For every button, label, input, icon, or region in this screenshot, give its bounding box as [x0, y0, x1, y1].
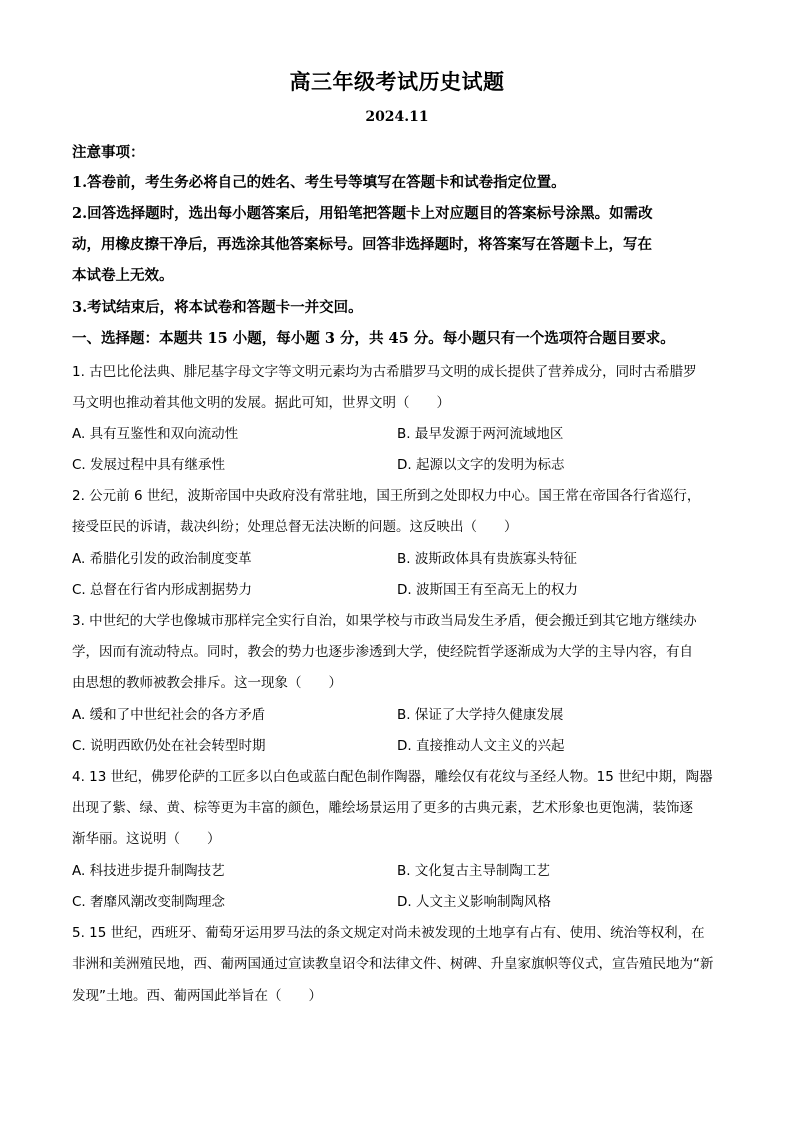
question-5-line: 发现”土地。西、葡两国此举旨在（ ）	[72, 988, 322, 1004]
question-4-line: 渐华丽。这说明（ ）	[72, 831, 221, 847]
question-1-option-b: B. 最早发源于两河流域地区	[397, 426, 564, 442]
question-3-option-c: C. 说明西欧仍处在社会转型时期	[72, 738, 266, 754]
question-5-line: 5. 15 世纪，西班牙、葡萄牙运用罗马法的条文规定对尚未被发现的土地享有占有、使用、统治等权利，在	[72, 925, 705, 941]
question-3-line: 3. 中世纪的大学也像城市那样完全实行自治，如果学校与市政当局发生矛盾，便会搬迁到其它地方继续办	[72, 613, 697, 629]
exam-title: 高三年级考试历史试题	[289, 69, 505, 94]
question-4-option-c: C. 奢靡风潮改变制陶理念	[72, 894, 226, 910]
question-4-line: 出现了紫、绿、黄、棕等更为丰富的颜色，雕绘场景运用了更多的古典元素，艺术形象也更饱满，装饰逐	[72, 800, 693, 816]
question-2-line: 接受臣民的诉请，裁决纠纷；处理总督无法决断的问题。这反映出（ ）	[72, 519, 518, 535]
question-1-option-d: D. 起源以文字的发明为标志	[397, 457, 565, 473]
question-1-line: 1. 古巴比伦法典、腓尼基字母文字等文明元素均为古希腊罗马文明的成长提供了营养成分，同时古希腊罗	[72, 364, 697, 380]
question-4-option-d: D. 人文主义影响制陶风格	[397, 894, 551, 910]
question-4-option-a: A. 科技进步提升制陶技艺	[72, 863, 225, 879]
notice-line: 动，用橡皮擦干净后，再选涂其他答案标号。回答非选择题时，将答案写在答题卡上，写在	[72, 236, 652, 253]
question-5-line: 非洲和美洲殖民地，西、葡两国通过宣读教皇诏令和法律文件、树碑、升皇家旗帜等仪式，宣告殖民地为“新	[72, 956, 714, 972]
question-2-option-b: B. 波斯政体具有贵族寡头特征	[397, 551, 577, 567]
question-1-option-c: C. 发展过程中具有继承性	[72, 457, 226, 473]
question-2-option-a: A. 希腊化引发的政治制度变革	[72, 551, 252, 567]
question-3-line: 学，因而有流动特点。同时，教会的势力也逐步渗透到大学，使经院哲学逐渐成为大学的主导内容，有自	[72, 644, 693, 660]
question-2-line: 2. 公元前 6 世纪，波斯帝国中央政府没有常驻地，国王所到之处即权力中心。国王常在帝国各行省巡行，	[72, 488, 701, 504]
question-3-line: 由思想的教师被教会排斥。这一现象（ ）	[72, 675, 342, 691]
question-2-option-d: D. 波斯国王有至高无上的权力	[397, 582, 578, 598]
exam-date: 2024.11	[365, 109, 429, 125]
question-2-option-c: C. 总督在行省内形成割据势力	[72, 582, 253, 598]
notice-heading: 注意事项：	[72, 144, 145, 161]
question-4-line: 4. 13 世纪，佛罗伦萨的工匠多以白色或蓝白配色制作陶器，雕绘仅有花纹与圣经人物。15 世纪中期，陶器	[72, 769, 713, 785]
notice-line: 3.考试结束后，将本试卷和答题卡一并交回。	[72, 299, 363, 316]
section-heading: 一、选择题：本题共 15 小题，每小题 3 分，共 45 分。每小题只有一个选项符合题目要求。	[72, 330, 675, 347]
question-4-option-b: B. 文化复古主导制陶工艺	[397, 863, 550, 879]
question-1-option-a: A. 具有互鉴性和双向流动性	[72, 426, 239, 442]
question-3-option-d: D. 直接推动人文主义的兴起	[397, 738, 565, 754]
notice-line: 1.答卷前，考生务必将自己的姓名、考生号等填写在答题卡和试卷指定位置。	[72, 174, 566, 191]
question-3-option-b: B. 保证了大学持久健康发展	[397, 707, 564, 723]
question-3-option-a: A. 缓和了中世纪社会的各方矛盾	[72, 707, 266, 723]
question-1-line: 马文明也推动着其他文明的发展。据此可知，世界文明（ ）	[72, 395, 450, 411]
notice-line: 2.回答选择题时，选出每小题答案后，用铅笔把答题卡上对应题目的答案标号涂黑。如需改	[72, 205, 653, 222]
notice-line: 本试卷上无效。	[72, 267, 174, 284]
